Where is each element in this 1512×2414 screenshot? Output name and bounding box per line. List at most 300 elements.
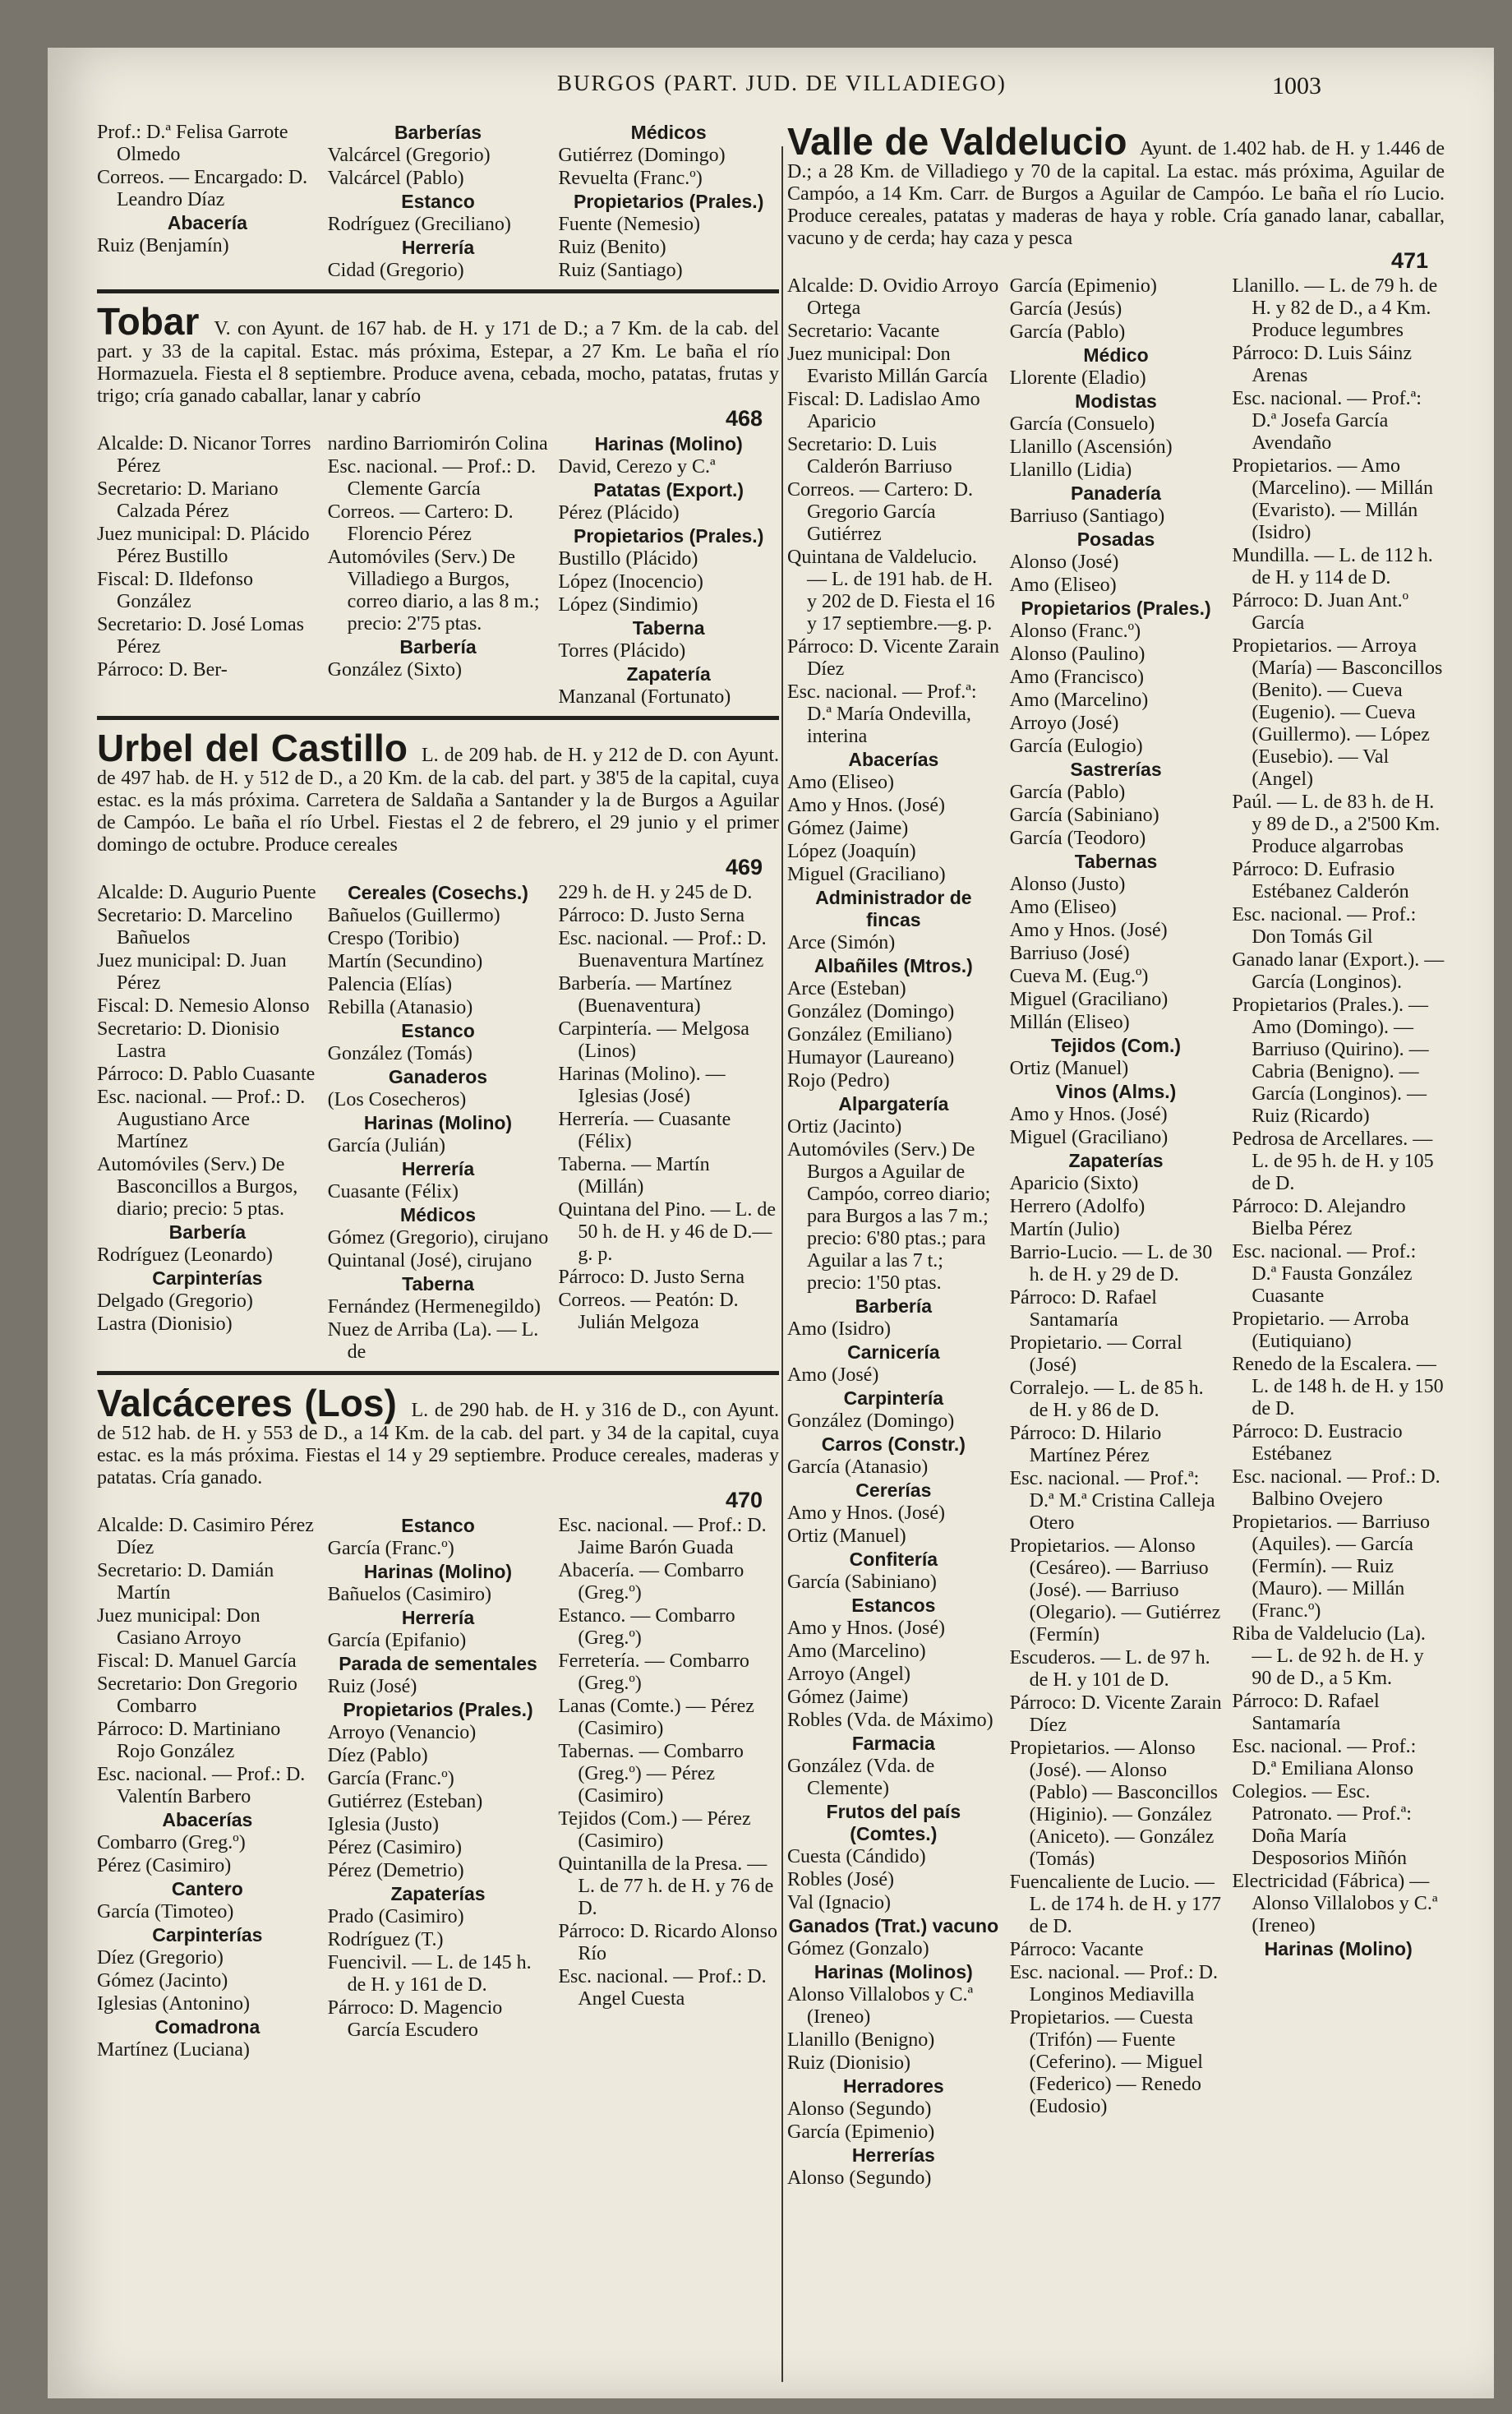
list-item: Propietarios (Prales.) [343,1699,533,1720]
list-item: Párroco: D. Justo Serna [558,1267,744,1288]
list-item: Esc. nacional. — Prof.: D.ª Emiliana Alonso [1232,1736,1417,1779]
list-item: Amo (Eliseo) [787,772,894,793]
list-item: García (Eulogio) [1009,736,1143,757]
list-item: Llanillo (Ascensión) [1009,436,1173,458]
list-item: Amo (José) [787,1364,879,1386]
list-item: Ruiz (Santiago) [558,260,683,281]
list-item: Arroyo (José) [1009,713,1119,734]
list-item: Palencia (Elías) [327,974,452,995]
list-item: Aparicio (Sixto) [1009,1173,1139,1194]
list-item: Fiscal: D. Ladislao Amo Aparicio [787,389,980,432]
list-item: Herrería [401,1158,475,1179]
list-item: Ortiz (Manuel) [1009,1058,1129,1079]
list-item: Amo (Eliseo) [1009,897,1117,918]
list-item: Cererías [855,1479,932,1501]
list-item: Ganaderos [388,1066,488,1087]
list-item: Herrería [401,237,475,258]
list-item: Herrero (Adolfo) [1009,1196,1146,1217]
sub-col [1232,275,1445,2190]
list-item: Secretario: D. Mariano Calzada Pérez [97,478,279,522]
entry-tobar [97,302,779,709]
list-item: Harinas (Molinos) [814,1961,973,1982]
list-item: Barbería [855,1295,932,1317]
sub-col [1010,275,1223,2190]
list-item: Pérez (Demetrio) [327,1860,464,1881]
list-item: Llorente (Eladio) [1009,367,1146,389]
list-item: Alcalde: D. Augurio Puente [97,882,316,903]
list-item: García (Franc.º) [327,1768,454,1789]
list-item: Párroco: D. Hilario Martínez Pérez [1009,1423,1162,1466]
list-item: Parada de sementales [339,1653,537,1674]
list-item: Gómez (Gonzalo) [787,1938,929,1959]
list-item: Ruiz (Benito) [558,237,666,258]
list-item: Corralejo. — L. de 85 h. de H. y 86 de D. [1009,1378,1204,1421]
list-item: Ruiz (Benjamín) [97,235,229,256]
list-item: Gómez (Jaime) [787,1687,909,1708]
list-item: González (Vda. de Clemente) [787,1756,935,1799]
sub-col [328,122,549,283]
list-item: Esc. nacional. — Prof.: D. Clemente García [327,456,536,500]
list-item: Fuencivil. — L. de 145 h. de H. y 161 de D. [327,1952,532,1996]
list-item: Vinos (Alms.) [1055,1081,1177,1102]
list-item: Ferretería. — Combarro (Greg.º) [558,1650,749,1694]
divider [97,289,779,293]
list-item: Díez (Pablo) [327,1745,428,1766]
list-item: Paúl. — L. de 83 h. de H. y 89 de D., a 2'500 Km. Produce algarrobas [1232,792,1441,857]
list-item: Párroco: D. Justo Serna [558,905,744,926]
entry-valcaceres [97,1383,779,2062]
sub-col [97,1515,318,2062]
entry-header [97,1383,779,1512]
list-item: Amo (Francisco) [1009,667,1144,688]
list-item: Harinas (Molino) [363,1112,513,1133]
list-item: Correos. — Cartero: D. Florencio Pérez [327,501,514,545]
list-item: Comadrona [154,2016,260,2038]
list-item: Propietarios (Prales.). — Amo (Domingo). — Barriuso (Quirino). — Cabria (Benigno). — García (Longinos). — Ruiz (Ricardo) [1232,995,1429,1127]
list-item: Torres (Plácido) [558,640,686,662]
list-item: (Los Cosecheros) [327,1089,467,1110]
sub-col [328,882,549,1364]
list-item: Val (Ignacio) [787,1892,891,1913]
list-item: Farmacia [851,1733,935,1754]
list-item: Párroco: D. Ricardo Alonso Río [558,1921,777,1964]
list-item: García (Epimenio) [1009,275,1157,297]
list-item: Rodríguez (Leonardo) [97,1244,273,1266]
sub-col [558,122,779,283]
list-item: Posadas [1076,528,1155,550]
list-item: Juez municipal: D. Plácido Pérez Bustillo [97,524,310,567]
town-description: V. con Ayunt. de 167 hab. de H. y 171 de D.; a 7 Km. de la cab. del part. y 33 de la capital. Estac. más próxima, Estepar, a 27 Km. Le baña el río Hormazuela. Fiesta el 8 septiembre. Produce avena, cebada, mocho, patatas, frutas y trigo; cría ganado caballar, lanar y cabrío [97,318,779,407]
list-item: Alcalde: D. Nicanor Torres Pérez [97,433,311,477]
book-page [48,48,1494,2398]
list-item: Valcárcel (Pablo) [327,168,464,189]
entry-code: 471 [1390,248,1428,273]
sub-col [787,275,1000,2190]
list-item: Cuasante (Félix) [327,1181,459,1202]
list-item: Gómez (Jacinto) [97,1970,228,1992]
list-item: Herrerías [851,2144,935,2166]
list-item: Iglesia (Justo) [327,1814,439,1835]
list-item: Barriuso (Santiago) [1009,505,1165,527]
entry-code: 468 [725,406,763,431]
list-item: Barbería [168,1221,246,1243]
list-item: López (Inocencio) [558,571,703,593]
list-item: González (Domingo) [787,1001,955,1022]
list-item: Electricidad (Fábrica) — Alonso Villalobos y C.ª (Ireneo) [1232,1871,1438,1936]
list-item: Secretario: D. Luis Calderón Barriuso [787,434,952,478]
list-item: Propietarios. — Alonso (José). — Alonso (Pablo) — Basconcillos (Higinio). — González (Aniceto). — González (Tomás) [1009,1738,1218,1870]
list-item: García (Sabiniano) [787,1572,937,1593]
list-item: Bañuelos (Guillermo) [327,905,500,926]
list-item: Párroco: D. Vicente Zarain Díez [1009,1692,1222,1736]
list-item: García (Teodoro) [1009,828,1146,849]
town-name: Tobar [97,300,200,343]
list-item: Taberna [402,1273,474,1295]
list-item: Propietario. — Arroba (Eutiquiano) [1232,1309,1409,1352]
list-item: Propietario. — Corral (José) [1009,1332,1182,1376]
running-head: BURGOS (PART. JUD. DE VILLADIEGO) [557,71,1007,95]
list-item: Tabernas. — Combarro (Greg.º) — Pérez (Casimiro) [558,1741,744,1807]
list-item: García (Consuelo) [1009,413,1155,435]
list-item: González (Domingo) [787,1410,955,1432]
list-item: Párroco: D. Ber- [97,659,228,681]
list-item: Ruiz (Dionisio) [787,2052,910,2074]
list-item: Alcalde: D. Ovidio Arroyo Ortega [787,275,999,319]
list-item: Esc. nacional. — Prof.: D. Augustiano Arce Martínez [97,1087,306,1152]
list-item: Delgado (Gregorio) [97,1290,253,1312]
list-item: Pedrosa de Arcellares. — L. de 95 h. de H. y 105 de D. [1232,1129,1434,1194]
list-item: Fiscal: D. Manuel García [97,1650,297,1672]
list-item: Bustillo (Plácido) [558,548,698,570]
list-item: Propietarios (Prales.) [574,525,764,547]
list-item: Párroco: D. Magencio García Escudero [327,1997,503,2041]
list-item: Lastra (Dionisio) [97,1313,233,1335]
list-item: Barrio-Lucio. — L. de 30 h. de H. y 29 de D. [1009,1242,1213,1285]
list-item: Herrería [401,1607,475,1628]
list-item: Cidad (Gregorio) [327,260,464,281]
list-item: Combarro (Greg.º) [97,1832,246,1853]
sub-col [558,1515,779,2062]
list-item: Pérez (Casimiro) [327,1837,462,1858]
list-item: Administrador de fincas [815,887,972,930]
list-item: Robles (José) [787,1869,894,1890]
list-item: Albañiles (Mtros.) [814,955,973,976]
list-item: García (Epimenio) [787,2121,935,2143]
list-item: Médico [1083,344,1149,366]
list-item: Tejidos (Com.) — Pérez (Casimiro) [558,1808,751,1852]
list-item: Esc. nacional. — Prof.: D.ª Fausta González Cuasante [1232,1241,1417,1307]
list-item: Iglesias (Antonino) [97,1993,250,2015]
list-item: Amo (Marcelino) [787,1641,926,1662]
list-item: Amo (Marcelino) [1009,690,1149,711]
list-item: García (Julián) [327,1135,445,1156]
list-item: Párroco: D. Eufrasio Estébanez Calderón [1232,859,1409,902]
list-item: García (Atanasio) [787,1456,929,1478]
list-item: Alonso (Segundo) [787,2098,932,2120]
town-name: Valle de Valdelucio [787,120,1127,163]
list-item: Arroyo (Angel) [787,1664,910,1685]
list-item: Cueva M. (Eug.º) [1009,966,1149,987]
list-item: Párroco: D. Vicente Zarain Díez [787,636,1000,680]
list-item: David, Cerezo y C.ª [558,456,716,478]
list-item: Amo y Hnos. (José) [787,795,945,816]
list-item: Propietarios (Prales.) [574,191,764,212]
list-item: Gómez (Gregorio), cirujano [327,1227,549,1249]
list-item: Correos. — Encargado: D. Leandro Díaz [97,167,308,210]
list-item: Párroco: D. Pablo Cuasante [97,1064,316,1085]
list-item: Esc. nacional. — Prof.ª: D.ª Josefa García Avendaño [1232,388,1422,454]
list-item: Crespo (Toribio) [327,928,459,949]
list-item: Rojo (Pedro) [787,1070,890,1092]
page-number: 1003 [1272,72,1321,99]
sub-col [328,1515,549,2062]
list-item: Llanillo (Benigno) [787,2029,935,2051]
entry-body [787,275,1445,2190]
entry-header [97,728,779,879]
list-item: Millán (Eliseo) [1009,1012,1130,1033]
list-item: Propietarios. — Arroya (María) — Basconcillos (Benito). — Cueva (Eugenio). — Cueva (Guillermo). — López (Eusebio). — Val (Angel) [1232,635,1443,790]
list-item: Propietarios. — Cuesta (Trifón) — Fuente (Ceferino). — Miguel (Federico) — Renedo (Eudosio) [1009,2007,1203,2117]
list-item: Párroco: D. Martiniano Rojo González [97,1719,281,1762]
list-item: Pérez (Casimiro) [97,1855,232,1876]
list-item: Rodríguez (Greciliano) [327,214,511,235]
list-item: Llanillo (Lidia) [1009,459,1132,481]
list-item: Tabernas [1074,851,1158,872]
list-item: Tejidos (Com.) [1051,1035,1182,1056]
list-item: Esc. nacional. — Prof.: D. Buenaventura Martínez [558,928,767,972]
list-item: Confitería [849,1549,938,1570]
entry-urbel [97,728,779,1364]
list-item: Esc. nacional. — Prof.: D. Jaime Barón Guada [558,1515,767,1558]
list-item: Propietarios (Prales.) [1021,598,1211,619]
list-item: Llanillo. — L. de 79 h. de H. y 82 de D., a 4 Km. Produce legumbres [1232,275,1438,341]
list-item: Párroco: Vacante [1009,1939,1144,1960]
list-item: Abacería [167,212,247,233]
list-item: Díez (Gregorio) [97,1947,224,1969]
right-column [787,122,1445,2190]
list-item: García (Jesús) [1009,298,1122,320]
list-item: Renedo de la Escalera. — L. de 148 h. de H. y 150 de D. [1232,1354,1444,1419]
list-item: López (Sindimio) [558,594,698,616]
list-item: Herradores [842,2075,944,2097]
list-item: Revuelta (Franc.º) [558,168,703,189]
list-item: Juez municipal: Don Casiano Arroyo [97,1605,260,1649]
entry-header [787,122,1445,272]
list-item: Taberna [632,617,705,639]
list-item: Párroco: D. Rafael Santamaría [1232,1691,1380,1734]
list-item: González (Tomás) [327,1043,472,1064]
list-item: Estanco [401,1515,475,1536]
list-item: Harinas (Molino) [363,1561,513,1582]
sub-col [97,122,318,283]
list-item: Carros (Constr.) [821,1433,966,1455]
list-item: Carnicería [847,1341,940,1363]
list-item: López (Joaquín) [787,841,916,862]
list-item: Miguel (Graciliano) [1009,1127,1169,1148]
list-item: Secretario: Don Gregorio Combarro [97,1673,297,1717]
list-item: Zapaterías [1068,1150,1164,1171]
list-item: Martín (Julio) [1009,1219,1120,1240]
list-item: Correos. — Peatón: D. Julián Melgoza [558,1290,739,1333]
list-item: Párroco: D. Alejandro Bielba Pérez [1232,1196,1406,1239]
list-item: Esc. nacional. — Prof.ª: D.ª M.ª Cristina Calleja Otero [1009,1468,1215,1534]
list-item: Quintana del Pino. — L. de 50 h. de H. y 46 de D.—g. p. [558,1199,776,1265]
list-item: Secretario: D. Marcelino Bañuelos [97,905,293,949]
list-item: Amo y Hnos. (José) [1009,1104,1168,1125]
page-header [48,71,1494,104]
list-item: Frutos del país (Comtes.) [826,1801,961,1844]
list-item: Propietarios. — Alonso (Cesáreo). — Barriuso (José). — Barriuso (Olegario). — Gutiérrez (Fermín) [1009,1535,1221,1645]
list-item: Robles (Vda. de Máximo) [787,1710,993,1731]
list-item: Manzanal (Fortunato) [558,686,731,708]
entry-continuation [97,122,779,283]
list-item: Barbería. — Martínez (Buenaventura) [558,973,732,1017]
sub-col [97,882,318,1364]
list-item: Prof.: D.ª Felisa Garrote Olmedo [97,122,288,165]
list-item: Esc. nacional. — Prof.: Don Tomás Gil [1232,904,1417,948]
list-item: Juez municipal: Don Evaristo Millán García [787,344,988,387]
list-item: Carpinterías [152,1267,263,1289]
list-item: García (Franc.º) [327,1538,454,1559]
list-item: Párroco: D. Luis Sáinz Arenas [1232,343,1412,386]
left-column [97,122,779,2062]
list-item: Gutiérrez (Esteban) [327,1791,483,1812]
list-item: Propietarios. — Barriuso (Aquiles). — García (Fermín). — Ruiz (Mauro). — Millán (Franc.º) [1232,1512,1430,1622]
list-item: Alcalde: D. Casimiro Pérez Díez [97,1515,314,1558]
list-item: Carpintería [843,1387,944,1409]
list-item: Bañuelos (Casimiro) [327,1584,491,1605]
list-item: Cereales (Cosechs.) [348,882,528,903]
list-item: Médicos [630,122,707,143]
list-item: Médicos [399,1204,477,1225]
town-description: L. de 209 hab. de H. y 212 de D. con Ayunt. de 497 hab. de H. y 512 de D., a 20 Km. de la cab. del part. y 38'5 de la capital, cuya estac. es la más próxima. Carretera de Saldaña a Santander y la de Burgos a Aguilar de Campóo. Le baña el río Urbel. Fiestas el 2 de febrero, el 29 junio y el primer domingo de octubre. Produce cereales [97,745,780,856]
town-name: Urbel del Castillo [97,727,408,769]
list-item: Alonso (Franc.º) [1009,621,1141,642]
list-item: Fiscal: D. Ildefonso González [97,569,253,612]
list-item: Alpargatería [838,1093,949,1115]
list-item: Secretario: Vacante [787,321,940,342]
column-separator [781,146,783,2382]
entry-body [97,433,779,709]
list-item: Correos. — Cartero: D. Gregorio García Gutiérrez [787,479,973,545]
sub-col [558,882,779,1364]
list-item: Amo y Hnos. (José) [787,1502,945,1524]
list-item: Valcárcel (Gregorio) [327,145,491,166]
list-item: Ortiz (Manuel) [787,1525,906,1547]
list-item: García (Sabiniano) [1009,805,1159,826]
list-item: Esc. nacional. — Prof.: D. Valentín Barbero [97,1764,306,1807]
list-item: Lanas (Comte.) — Pérez (Casimiro) [558,1696,754,1739]
list-item: Esc. nacional. — Prof.: D. Longinos Mediavilla [1009,1962,1218,2006]
list-item: Automóviles (Serv.) De Burgos a Aguilar de Campóo, correo diario; para Burgos a las 7 m.; precio: 6'80 ptas.; para Aguilar a las 7 t.; precio: 1'50 ptas. [787,1139,991,1294]
list-item: Cuesta (Cándido) [787,1846,926,1867]
list-item: nardino Barriomirón Colina [327,433,548,455]
list-item: Estanco [401,191,475,212]
list-item: Escuderos. — L. de 97 h. de H. y 101 de D. [1009,1647,1210,1691]
list-item: Carpinterías [152,1924,263,1946]
town-name: Valcáceres (Los) [97,1382,397,1424]
list-item: Zapatería [626,663,711,685]
list-item: Humayor (Laureano) [787,1047,955,1069]
list-item: Ganado lanar (Export.). — García (Longinos). [1232,949,1445,993]
list-item: Harinas (Molino). — Iglesias (José) [558,1064,726,1107]
list-item: Zapaterías [390,1883,486,1904]
list-item: García (Pablo) [1009,782,1126,803]
entry-body [97,882,779,1364]
list-item: Abacerías [848,749,939,770]
list-item: García (Epifanio) [327,1630,467,1651]
list-item: Amo (Eliseo) [1009,575,1117,596]
list-item: Propietarios. — Amo (Marcelino). — Millán (Evaristo). — Millán (Isidro) [1232,455,1433,543]
list-item: Rodríguez (T.) [327,1929,444,1950]
entry-header [97,302,779,430]
list-item: Miguel (Graciliano) [787,864,946,885]
list-item: Martínez (Luciana) [97,2039,250,2061]
divider [97,716,779,720]
list-item: Gutiérrez (Domingo) [558,145,726,166]
list-item: Párroco: D. Juan Ant.º García [1232,590,1409,634]
list-item: Pérez (Plácido) [558,502,680,524]
list-item: Herrería. — Cuasante (Félix) [558,1109,731,1152]
list-item: Modistas [1075,390,1157,412]
list-item: Juez municipal: D. Juan Pérez [97,950,287,994]
list-item: Miguel (Graciliano) [1009,989,1169,1010]
list-item: González (Sixto) [327,659,462,681]
list-item: Arce (Esteban) [787,978,906,999]
list-item: Alonso (José) [1009,552,1119,573]
list-item: Esc. nacional. — Prof.: D. Angel Cuesta [558,1966,767,2010]
list-item: Arroyo (Venancio) [327,1722,477,1743]
list-item: Estancos [851,1595,936,1616]
list-item: Secretario: D. Damián Martín [97,1560,274,1604]
list-item: Fernández (Hermenegildo) [327,1296,541,1318]
list-item: Esc. nacional. — Prof.ª: D.ª María Ondevilla, interina [787,681,977,747]
list-item: Patatas (Export.) [593,479,744,501]
list-item: 229 h. de H. y 245 de D. [558,882,753,903]
list-item: Ortiz (Jacinto) [787,1116,902,1138]
town-description: L. de 290 hab. de H. y 316 de D., con Ayunt. de 512 hab. de H. y 553 de D., a 14 Km. de la cab. del part. y 34 de la capital, cuya estac. es la más próxima. Fiestas el 14 y 29 septiembre. Produce cereales, maderas y patatas. Cría ganado. [97,1400,780,1489]
list-item: Secretario: D. José Lomas Pérez [97,614,304,658]
list-item: Riba de Valdelucio (La). — L. de 92 h. de H. y 90 de D., a 5 Km. [1232,1623,1426,1689]
list-item: Cantero [171,1878,243,1899]
list-item: Amo y Hnos. (José) [787,1618,945,1639]
entry-valle-de-valdelucio [787,122,1445,2190]
list-item: Sastrerías [1070,759,1162,780]
list-item: Ruiz (José) [327,1676,417,1697]
list-item: Estanco. — Combarro (Greg.º) [558,1605,735,1649]
entry-code: 469 [725,855,763,879]
list-item: Harinas (Molino) [1264,1938,1413,1959]
list-item: García (Pablo) [1009,321,1126,343]
sub-col [97,433,318,709]
sub-col [328,433,549,709]
list-item: Prado (Casimiro) [327,1906,464,1927]
list-item: García (Timoteo) [97,1901,234,1922]
list-item: Abacerías [162,1809,253,1830]
entry-body [97,1515,779,2062]
list-item: Mundilla. — L. de 112 h. de H. y 114 de D. [1232,545,1433,588]
list-item: Ganados (Trat.) vacuno [788,1915,999,1936]
list-item: Quintana de Valdelucio. — L. de 191 hab. de H. y 202 de D. Fiesta el 16 y 17 septiembre.—g. p. [787,547,995,635]
list-item: Panadería [1071,482,1161,504]
list-item: Quintanilla de la Presa. — L. de 77 h. de H. y 76 de D. [558,1853,774,1919]
list-item: Rebilla (Atanasio) [327,997,473,1018]
list-item: Abacería. — Combarro (Greg.º) [558,1560,744,1604]
list-item: Nuez de Arriba (La). — L. de [327,1319,539,1363]
list-item: Harinas (Molino) [594,433,743,455]
list-item: Colegios. — Esc. Patronato. — Prof.ª: Doña María Desposorios Miñón [1232,1781,1412,1869]
list-item: Automóviles (Serv.) De Basconcillos a Burgos, diario; precio: 5 ptas. [97,1154,298,1220]
